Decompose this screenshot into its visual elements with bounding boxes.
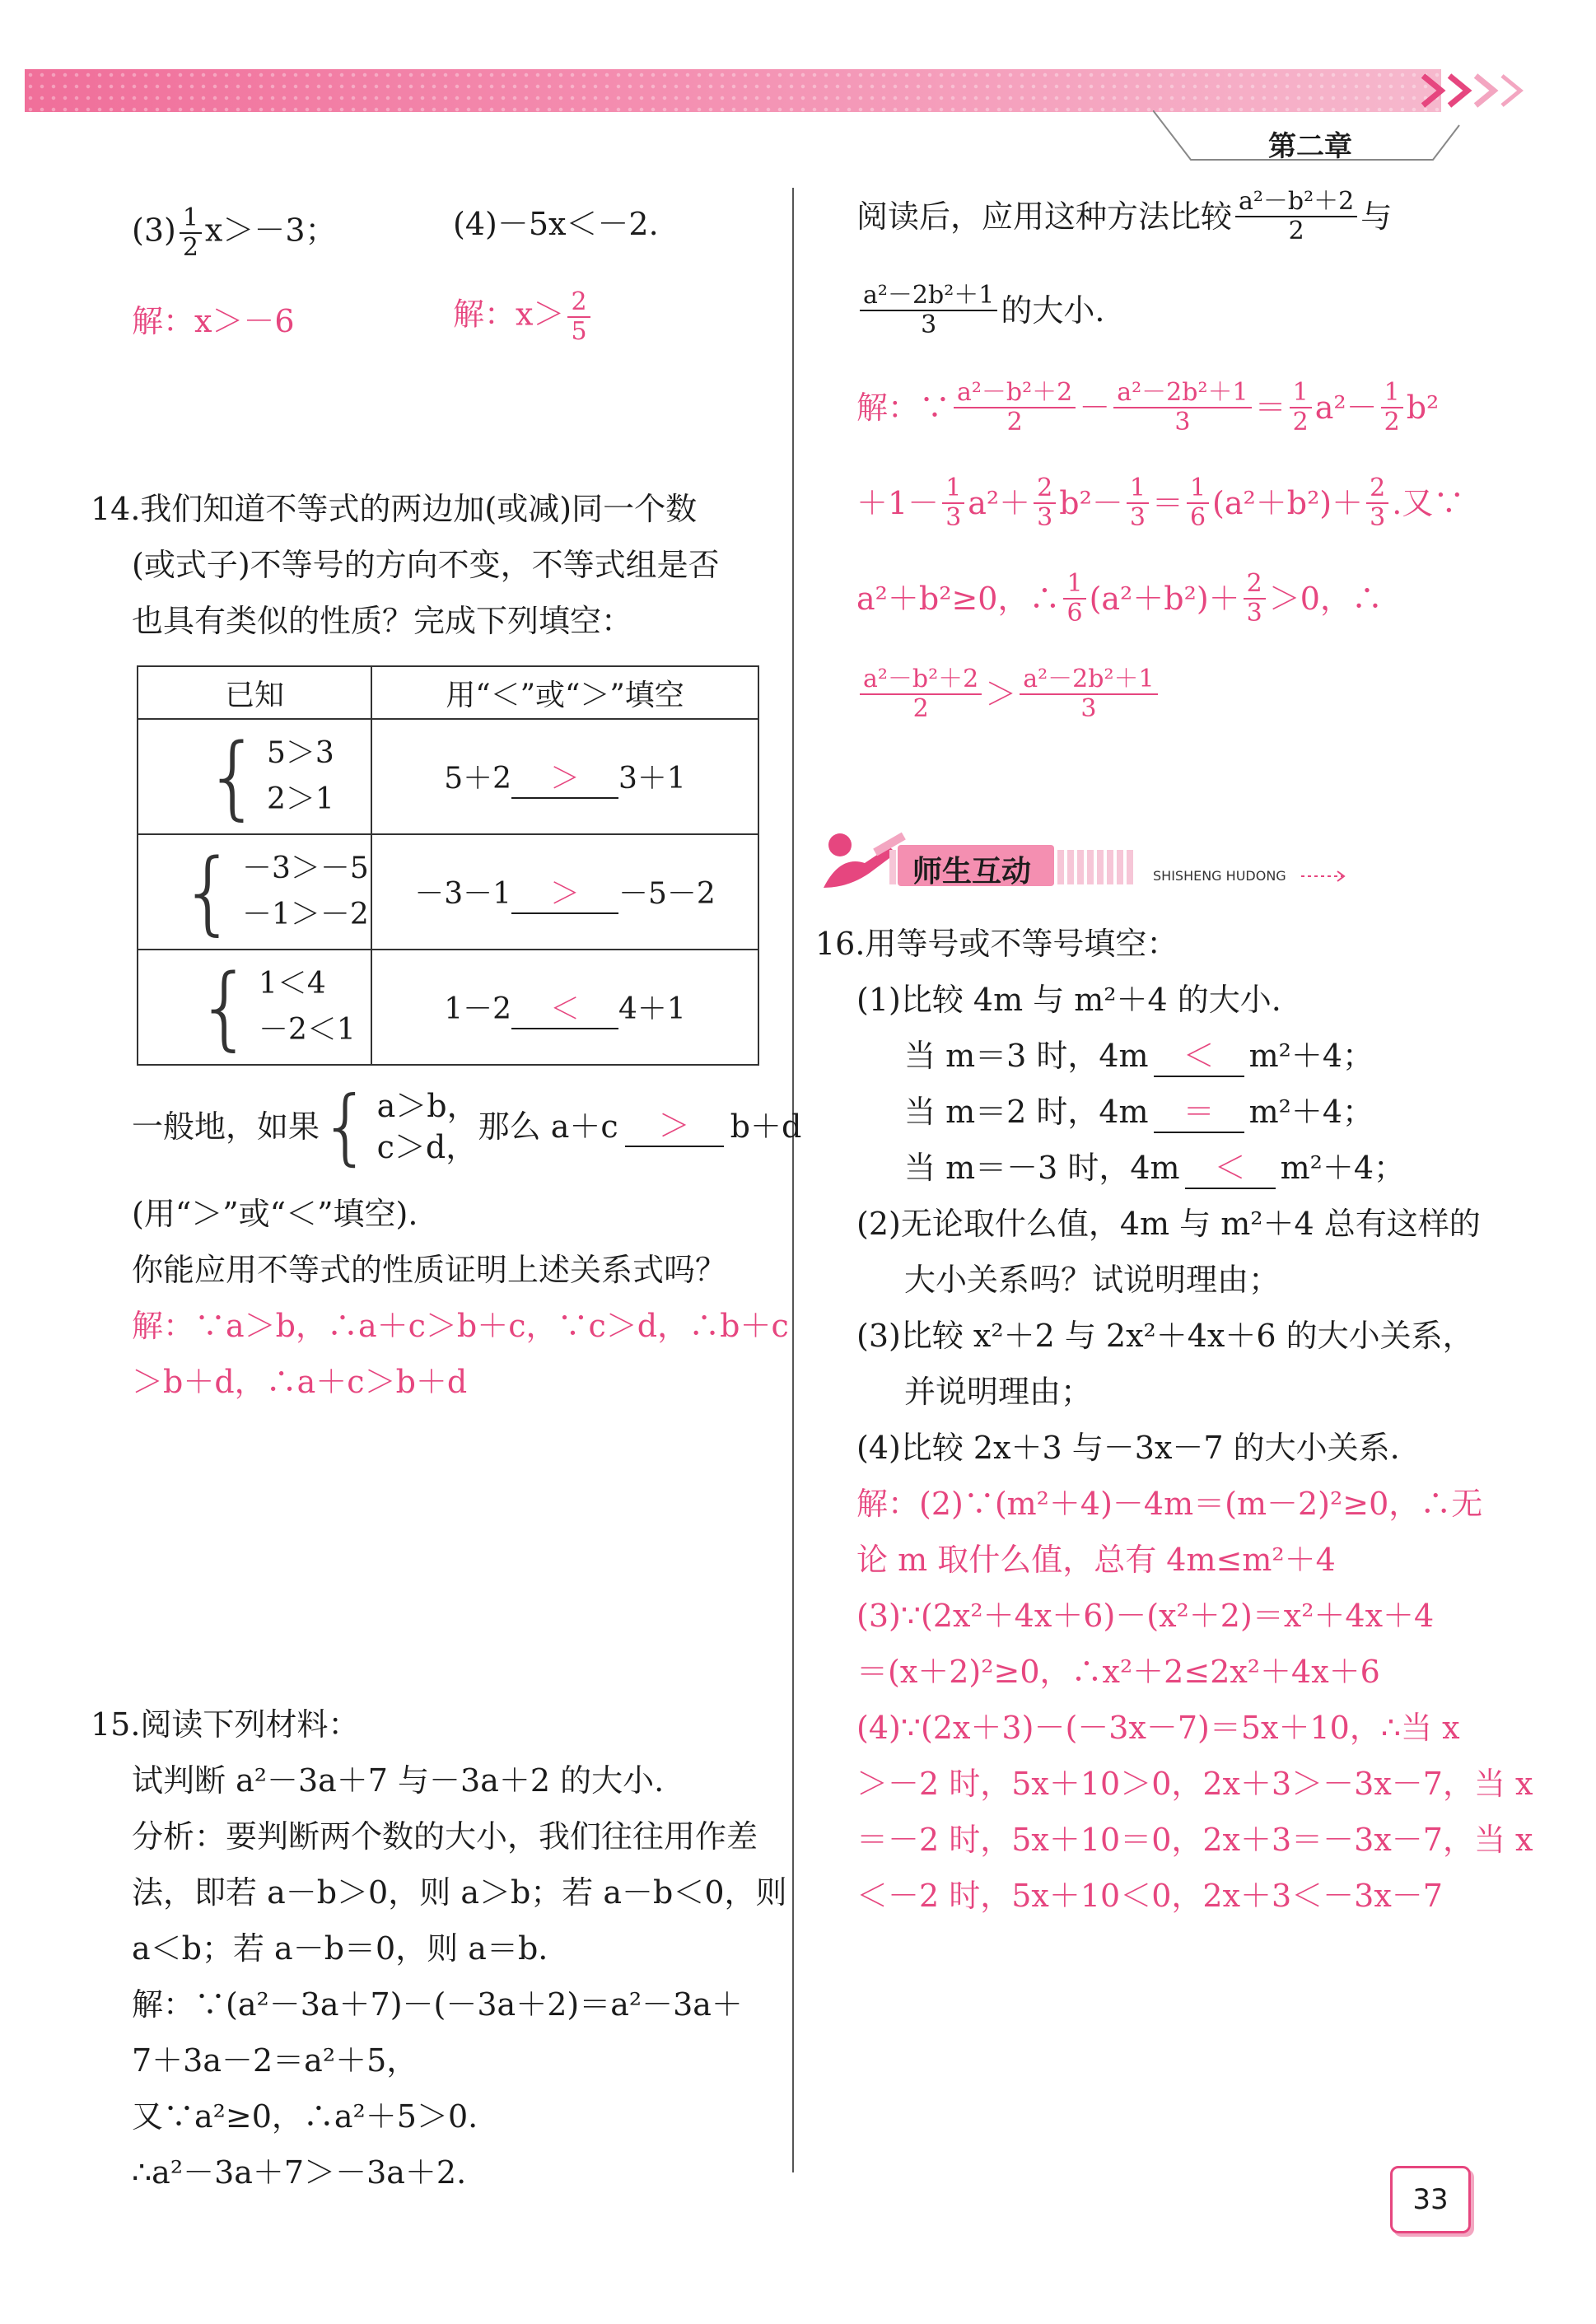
q16-answer-line: (4)∵(2x＋3)－(－3x－7)＝5x＋10，∴当 x xyxy=(856,1710,1460,1746)
q15-answer-line-2: ＋1－ $\frac{1}{3}$ a²＋ $\frac{2}{3}$ b²－ $\frac{1}{3}$ ＝ $\frac{1}{6}$ (a²＋b²)＋ $\frac{2}{3}$ .又∵ xyxy=(856,474,1465,532)
header-pattern xyxy=(25,69,1441,112)
table-header-given: 已知 xyxy=(138,666,371,719)
q15-line: 法，即若 a－b＞0，则 a＞b；若 a－b＜0，则 xyxy=(132,1874,787,1911)
column-divider xyxy=(792,188,794,2172)
q15-line: 又∵a²≥0，∴a²＋5＞0. xyxy=(132,2098,478,2135)
q16-answer-line: ＞－2 时，5x＋10＞0，2x＋3＞－3x－7，当 x xyxy=(856,1766,1533,1802)
q16-answer-line: ＜－2 时，5x＋10＜0，2x＋3＜－3x－7 xyxy=(856,1878,1443,1914)
given-system: { 5＞3 2＞1 xyxy=(204,724,334,829)
table-row: { －3＞－5 －1＞－2 －3－1 ＞ －5－2 xyxy=(138,834,758,950)
q16-case: 当 m＝－3 时，4m ＜ m²＋4； xyxy=(904,1148,1405,1189)
q14-line-2: (或式子)不等号的方向不变，不等式组是否 xyxy=(132,547,720,583)
q16-answer-line: 论 m 取什么值，总有 4m≤m²＋4 xyxy=(856,1542,1336,1578)
q14-note: (用“＞”或“＜”填空). xyxy=(132,1196,418,1232)
table-row: { 5＞3 2＞1 5＋2 ＞ 3＋1 xyxy=(138,719,758,834)
q16-part-2-line-2: 大小关系吗？试说明理由； xyxy=(904,1262,1281,1298)
table-header-fill: 用“＜”或“＞”填空 xyxy=(371,666,758,719)
q15-answer-line-1: 解：∵ $\frac{\text{a²－b²＋2}}{2}$ － $\frac{\text{a²－2b²＋1}}{3}$ ＝ $\frac{1}{2}$ a²－ $\frac{1}{2}$ b² xyxy=(856,378,1440,436)
q15-answer-line-4: $\frac{\text{a²－b²＋2}}{2}$ ＞ $\frac{\text{a²－2b²＋1}}{3}$ xyxy=(856,665,1161,723)
section-pinyin: SHISHENG HUDONG xyxy=(1153,868,1286,884)
q16-answer-line: 解：(2)∵(m²＋4)－4m＝(m－2)²≥0，∴无 xyxy=(856,1486,1483,1522)
q14-answer-line-2: ＞b＋d，∴a＋c＞b＋d xyxy=(132,1364,468,1400)
q13-item-4: (4)－5x＜－2. xyxy=(453,206,659,242)
q14-line-3: 也具有类似的性质？完成下列填空： xyxy=(132,603,633,639)
q16-part-2-line-1: (2)无论取什么值，4m 与 m²＋4 总有这样的 xyxy=(856,1206,1481,1242)
table-row: { 1＜4 －2＜1 1－2 ＜ 4＋1 xyxy=(138,950,758,1065)
section-banner xyxy=(815,835,1351,894)
chapter-title: 第二章 xyxy=(1268,130,1352,163)
q15-task-line-1: 阅读后，应用这种方法比较 $\frac{\text{a²－b²＋2}}{2}$ 与 xyxy=(856,187,1393,245)
q15-line: 分析：要判断两个数的大小，我们往往用作差 xyxy=(132,1818,758,1855)
q16-part-3-line-2: 并说明理由； xyxy=(904,1374,1093,1410)
page-number: 33 xyxy=(1390,2166,1471,2233)
q14-answer-line-1: 解：∵a＞b，∴a＋c＞b＋c，∵c＞d，∴b＋c xyxy=(132,1308,789,1344)
q15-title: 15.阅读下列材料： xyxy=(91,1706,360,1743)
q15-line: ∴a²－3a＋7＞－3a＋2. xyxy=(132,2154,467,2191)
banner-arrow-icon xyxy=(1301,868,1351,884)
q16-case: 当 m＝3 时，4m ＜ m²＋4； xyxy=(904,1036,1374,1077)
q13-item-3: (3) $\frac{1}{2}$ x＞－3； xyxy=(132,203,337,262)
q16-title: 16.用等号或不等号填空： xyxy=(815,926,1178,962)
q16-part-1: (1)比较 4m 与 m²＋4 的大小. xyxy=(856,982,1281,1018)
q14-table xyxy=(137,665,759,1066)
q16-case: 当 m＝2 时，4m ＝ m²＋4； xyxy=(904,1092,1374,1133)
section-title: 师生互动 xyxy=(912,855,1032,889)
q16-part-3-line-1: (3)比较 x²＋2 与 2x²＋4x＋6 的大小关系， xyxy=(856,1318,1474,1354)
q16-answer-line: ＝－2 时，5x＋10＝0，2x＋3＝－3x－7，当 x xyxy=(856,1822,1533,1858)
q15-line: 7＋3a－2＝a²＋5， xyxy=(132,2042,418,2079)
header-arrows-icon xyxy=(1416,69,1540,112)
q14-line-1: 14.我们知道不等式的两边加(或减)同一个数 xyxy=(91,491,698,527)
q14-general-statement: 一般地，如果 { a＞b， c＞d， 那么 a＋c ＞ b＋d xyxy=(132,1078,802,1174)
q15-answer-line-3: a²＋b²≥0，∴ $\frac{1}{6}$ (a²＋b²)＋ $\frac{2}{3}$ ＞0，∴ xyxy=(856,569,1383,628)
q15-line: 试判断 a²－3a＋7 与－3a＋2 的大小. xyxy=(132,1762,665,1799)
q16-answer-line: ＝(x＋2)²≥0，∴x²＋2≤2x²＋4x＋6 xyxy=(856,1654,1380,1690)
q15-line: a＜b；若 a－b＝0，则 a＝b. xyxy=(132,1930,548,1967)
q15-task-line-2: $\frac{\text{a²－2b²＋1}}{3}$ 的大小. xyxy=(856,282,1104,339)
given-system: { 1＜4 －2＜1 xyxy=(196,954,356,1060)
given-system: { －3＞－5 －1＞－2 xyxy=(180,839,369,945)
q13-answer-4: 解：x＞ $\frac{2}{5}$ xyxy=(453,288,594,346)
q16-answer-line: (3)∵(2x²＋4x＋6)－(x²＋2)＝x²＋4x＋4 xyxy=(856,1598,1435,1634)
q15-line: 解：∵(a²－3a＋7)－(－3a＋2)＝a²－3a＋ xyxy=(132,1986,743,2023)
q14-question: 你能应用不等式的性质证明上述关系式吗？ xyxy=(132,1252,727,1288)
q13-answer-3: 解：x＞－6 xyxy=(132,303,295,339)
q16-part-4: (4)比较 2x＋3 与－3x－7 的大小关系. xyxy=(856,1430,1400,1466)
